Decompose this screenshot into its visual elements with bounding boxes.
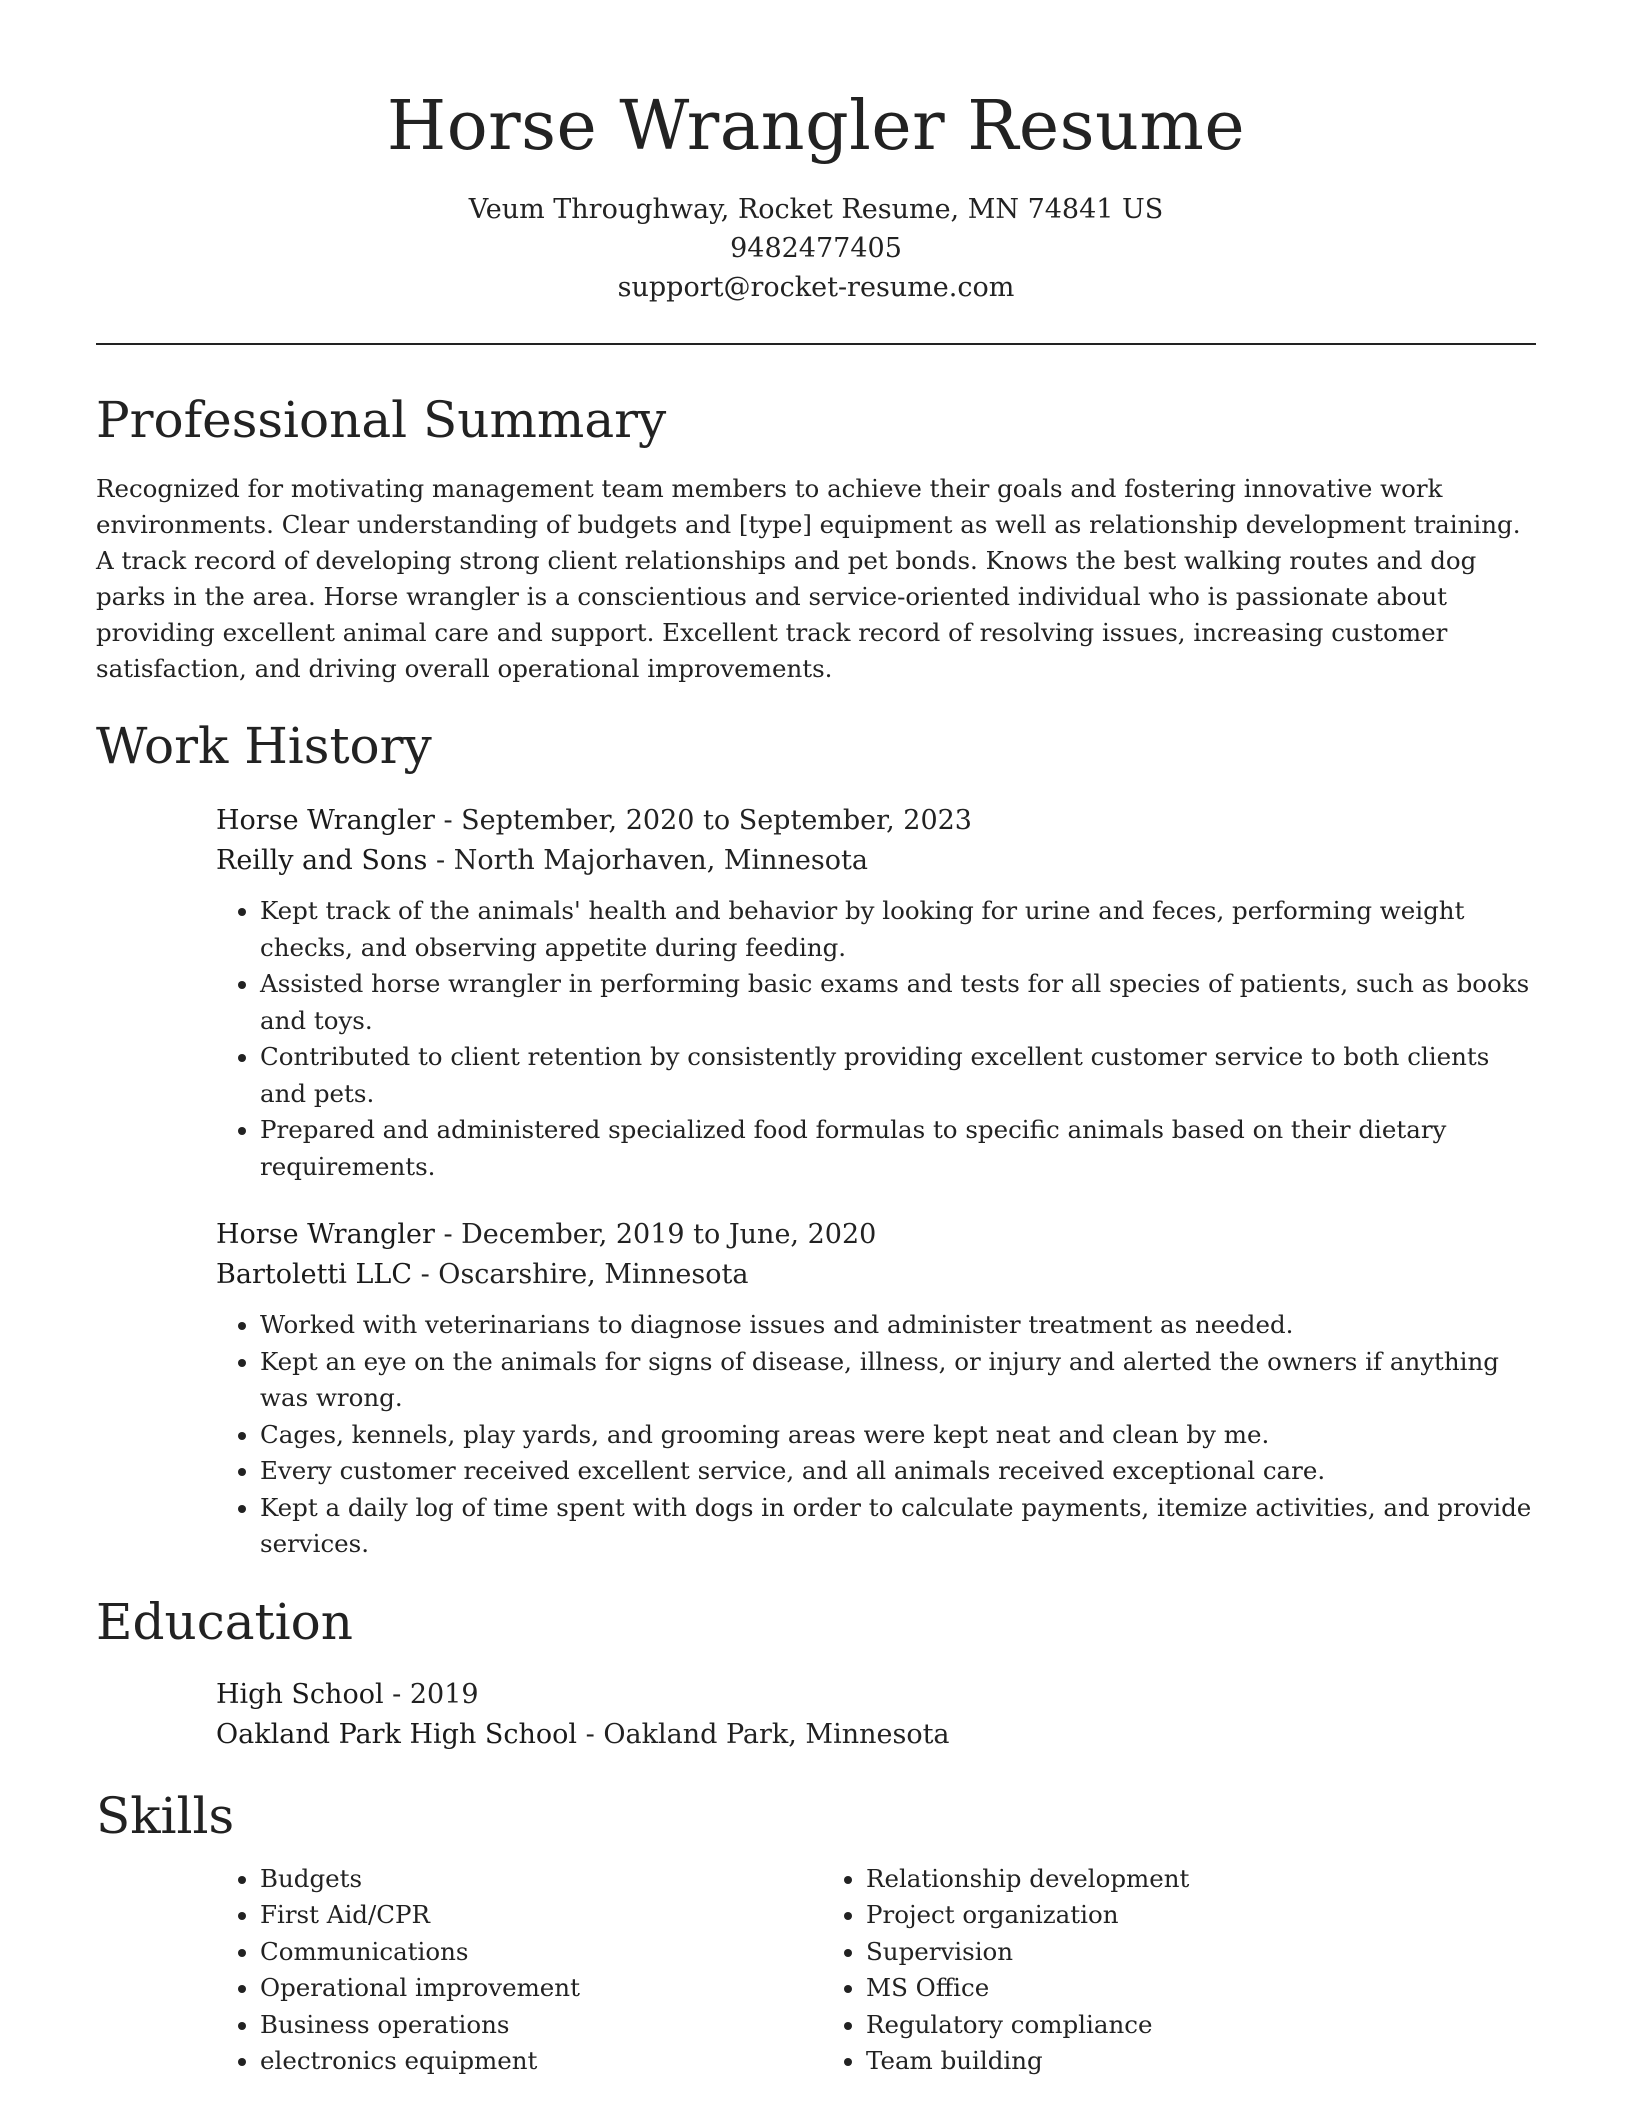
- education-school-line: [216, 1715, 1536, 1755]
- job-entry: [216, 1215, 1536, 1563]
- list-item: • Worked with veterinarians to diagnose issues and administer treatment as needed.: [260, 1307, 1536, 1344]
- education-year: - 2019: [383, 1678, 479, 1710]
- skill-item: • MS Office: [866, 1970, 1428, 2007]
- skill-item: • Supervision: [866, 1934, 1428, 1971]
- education-location: - Oakland Park, Minnesota: [577, 1718, 950, 1750]
- skill-item: • Operational improvement: [260, 1970, 822, 2007]
- skills-column-right: [822, 1861, 1428, 2080]
- header-divider: [96, 343, 1536, 345]
- contact-email: support@rocket-resume.com: [617, 272, 1015, 303]
- contact-phone: 9482477405: [730, 233, 902, 264]
- job-company: Bartoletti LLC: [216, 1259, 413, 1290]
- job-company-line: [216, 1255, 1536, 1295]
- job-location: - North Majorhaven, Minnesota: [427, 845, 868, 876]
- skill-item: • Team building: [866, 2043, 1428, 2080]
- job-company: Reilly and Sons: [216, 845, 428, 876]
- skill-item: • electronics equipment: [260, 2043, 822, 2080]
- list-item: • Kept a daily log of time spent with dogs in order to calculate payments, itemize activities, and provide services.: [260, 1490, 1536, 1563]
- skill-item: • Regulatory compliance: [866, 2007, 1428, 2044]
- job-dates: - September, 2020 to September, 2023: [434, 805, 972, 836]
- job-role: Horse Wrangler: [216, 805, 435, 836]
- skill-item: • Budgets: [260, 1861, 822, 1898]
- summary-text: Recognized for motivating management team members to achieve their goals and fostering innovative work environments. Clear understanding of budgets and [type] equipment as well as relationship development training. A track record of developing strong client relationships and pet bonds. Knows the best walking routes and dog parks in the area. Horse wrangler is a conscientious and service-oriented individual who is passionate about providing excellent animal care and support. Excellent track record of resolving issues, increasing customer satisfaction, and driving overall operational improvements.: [96, 474, 1521, 683]
- resume-header: [96, 0, 1536, 307]
- job-bullets: [216, 1307, 1536, 1563]
- list-item: • Every customer received excellent service, and all animals received exceptional care.: [260, 1453, 1536, 1490]
- job-entry: [216, 801, 1536, 1185]
- list-item: • Kept an eye on the animals for signs of disease, illness, or injury and alerted the owners if anything was wrong.: [260, 1344, 1536, 1417]
- skill-item: • Communications: [260, 1934, 822, 1971]
- list-item: • Prepared and administered specialized food formulas to specific animals based on their dietary requirements.: [260, 1112, 1536, 1185]
- work-history-heading: Work History: [96, 717, 432, 775]
- job-role-line: [216, 1215, 1536, 1255]
- skills-grid: [216, 1861, 1536, 2080]
- skill-item: • First Aid/CPR: [260, 1897, 822, 1934]
- summary-heading: Professional Summary: [96, 391, 667, 449]
- job-role: Horse Wrangler: [216, 1219, 435, 1250]
- list-item: • Assisted horse wrangler in performing basic exams and tests for all species of patients, such as books and toys.: [260, 966, 1536, 1039]
- resume-page: [96, 0, 1536, 2080]
- education-degree: High School: [216, 1678, 384, 1710]
- skill-item: • Project organization: [866, 1897, 1428, 1934]
- job-location: - Oscarshire, Minnesota: [412, 1259, 749, 1290]
- job-bullets: [216, 893, 1536, 1185]
- list-item: • Contributed to client retention by consistently providing excellent customer service to both clients and pets.: [260, 1039, 1536, 1112]
- list-item: • Kept track of the animals' health and behavior by looking for urine and feces, performing weight checks, and observing appetite during feeding.: [260, 893, 1536, 966]
- job-company-line: [216, 841, 1536, 881]
- skills-heading: Skills: [96, 1786, 235, 1845]
- skill-item: • Business operations: [260, 2007, 822, 2044]
- education-school: Oakland Park High School: [216, 1718, 578, 1750]
- job-dates: - December, 2019 to June, 2020: [434, 1219, 877, 1250]
- list-item: • Cages, kennels, play yards, and grooming areas were kept neat and clean by me.: [260, 1417, 1536, 1454]
- skills-column-left: [216, 1861, 822, 2080]
- education-degree-line: [216, 1675, 1536, 1715]
- education-heading: Education: [96, 1592, 353, 1651]
- education-entry: [216, 1675, 1536, 1755]
- skill-item: • Relationship development: [866, 1861, 1428, 1898]
- contact-address: Veum Throughway, Rocket Resume, MN 74841 US: [468, 194, 1164, 225]
- job-role-line: [216, 801, 1536, 841]
- resume-title: Horse Wrangler Resume: [386, 87, 1246, 166]
